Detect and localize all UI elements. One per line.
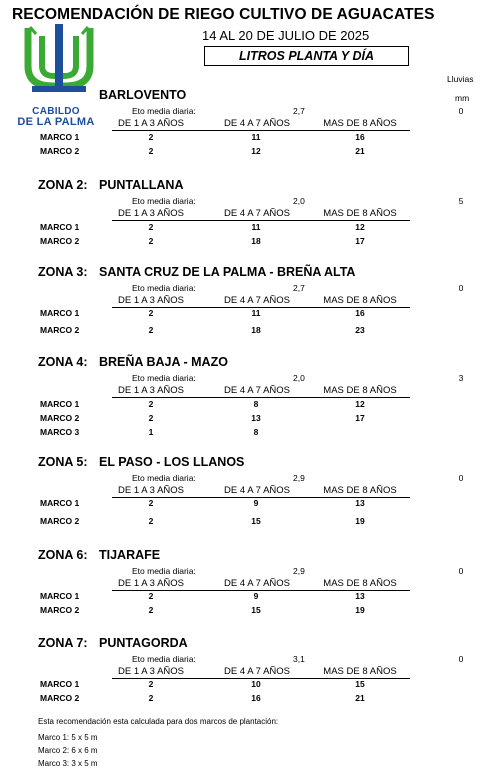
eto-value: 2,0 bbox=[293, 373, 305, 383]
eto-value: 2,0 bbox=[293, 196, 305, 206]
eto-label: Eto media diaria: bbox=[132, 566, 196, 576]
zone-name: PUNTAGORDA bbox=[99, 636, 188, 650]
rain-value: 0 bbox=[458, 283, 464, 293]
row-label: MARCO 2 bbox=[40, 693, 80, 703]
value-8-plus: 23 bbox=[355, 325, 365, 335]
eto-label: Eto media diaria: bbox=[132, 373, 196, 383]
value-8-plus: 16 bbox=[355, 308, 365, 318]
row-label: MARCO 1 bbox=[40, 591, 80, 601]
col-header-8-plus: MAS DE 8 AÑOS bbox=[323, 118, 397, 129]
col-header-4-7: DE 4 A 7 AÑOS bbox=[223, 118, 290, 129]
col-header-1-3: DE 1 A 3 AÑOS bbox=[117, 578, 184, 589]
col-header-1-3: DE 1 A 3 AÑOS bbox=[117, 485, 184, 496]
eto-label: Eto media diaria: bbox=[132, 283, 196, 293]
col-header-1-3: DE 1 A 3 AÑOS bbox=[117, 208, 184, 219]
units-label: LITROS PLANTA Y DÍA bbox=[239, 49, 374, 63]
zone-title bbox=[38, 636, 188, 650]
zone-title bbox=[38, 265, 355, 279]
value-8-plus: 13 bbox=[355, 591, 365, 601]
value-8-plus: 12 bbox=[355, 399, 365, 409]
col-header-1-3: DE 1 A 3 AÑOS bbox=[117, 385, 184, 396]
value-4-7: 15 bbox=[251, 605, 261, 615]
zone-number: ZONA 3: bbox=[38, 265, 88, 279]
value-8-plus: 19 bbox=[355, 516, 365, 526]
zone-name: EL PASO - LOS LLANOS bbox=[99, 455, 245, 469]
row-label: MARCO 1 bbox=[40, 308, 80, 318]
value-1-3: 2 bbox=[148, 516, 154, 526]
zone-name: SANTA CRUZ DE LA PALMA - BREÑA ALTA bbox=[99, 265, 356, 279]
zone-name: PUNTALLANA bbox=[99, 178, 184, 192]
col-header-1-3: DE 1 A 3 AÑOS bbox=[117, 118, 184, 129]
col-header-8-plus: MAS DE 8 AÑOS bbox=[323, 385, 397, 396]
value-1-3: 2 bbox=[148, 591, 154, 601]
col-header-4-7: DE 4 A 7 AÑOS bbox=[223, 385, 290, 396]
col-header-4-7: DE 4 A 7 AÑOS bbox=[223, 578, 290, 589]
value-1-3: 2 bbox=[148, 399, 154, 409]
header-rule bbox=[112, 220, 410, 221]
zone-name: BARLOVENTO bbox=[99, 88, 187, 102]
value-8-plus: 16 bbox=[355, 132, 365, 142]
value-4-7: 16 bbox=[251, 693, 261, 703]
value-4-7: 13 bbox=[251, 413, 261, 423]
value-1-3: 2 bbox=[148, 498, 154, 508]
row-label: MARCO 2 bbox=[40, 413, 80, 423]
col-header-8-plus: MAS DE 8 AÑOS bbox=[323, 295, 397, 306]
date-range: 14 AL 20 DE JULIO DE 2025 bbox=[202, 28, 370, 43]
zone-title bbox=[38, 355, 228, 369]
col-header-4-7: DE 4 A 7 AÑOS bbox=[223, 295, 290, 306]
logo-text-line1: CABILDO bbox=[32, 106, 80, 117]
col-header-4-7: DE 4 A 7 AÑOS bbox=[223, 666, 290, 677]
eto-value: 2,7 bbox=[293, 106, 305, 116]
footnote-line: Marco 3: 3 x 5 m bbox=[38, 759, 98, 768]
zone-number: ZONA 7: bbox=[38, 636, 88, 650]
row-label: MARCO 2 bbox=[40, 325, 80, 335]
value-1-3: 2 bbox=[148, 679, 154, 689]
value-4-7: 9 bbox=[253, 591, 259, 601]
eto-value: 2,9 bbox=[293, 566, 305, 576]
value-4-7: 11 bbox=[251, 222, 261, 232]
zone-number: ZONA 2: bbox=[38, 178, 88, 192]
footnote-intro: Esta recomendación esta calculada para dos marcos de plantación: bbox=[38, 717, 279, 726]
value-4-7: 18 bbox=[251, 325, 261, 335]
value-1-3: 2 bbox=[148, 146, 154, 156]
eto-label: Eto media diaria: bbox=[132, 196, 196, 206]
value-8-plus: 15 bbox=[355, 679, 365, 689]
value-4-7: 10 bbox=[251, 679, 261, 689]
value-1-3: 2 bbox=[148, 325, 154, 335]
row-label: MARCO 2 bbox=[40, 605, 80, 615]
value-8-plus: 12 bbox=[355, 222, 365, 232]
rain-value: 5 bbox=[458, 196, 464, 206]
value-1-3: 2 bbox=[148, 413, 154, 423]
zone-title bbox=[38, 548, 160, 562]
footnote-line: Marco 2: 6 x 6 m bbox=[38, 746, 98, 755]
value-4-7: 11 bbox=[251, 308, 261, 318]
value-8-plus: 17 bbox=[355, 236, 365, 246]
value-4-7: 18 bbox=[251, 236, 261, 246]
rain-unit: mm bbox=[455, 93, 470, 103]
row-label: MARCO 3 bbox=[40, 427, 80, 437]
value-8-plus: 21 bbox=[355, 146, 365, 156]
zone-number: ZONA 5: bbox=[38, 455, 88, 469]
zone-name: TIJARAFE bbox=[99, 548, 161, 562]
value-1-3: 1 bbox=[148, 427, 154, 437]
col-header-8-plus: MAS DE 8 AÑOS bbox=[323, 485, 397, 496]
col-header-8-plus: MAS DE 8 AÑOS bbox=[323, 208, 397, 219]
rain-value: 3 bbox=[458, 373, 464, 383]
zone-title bbox=[38, 455, 244, 469]
col-header-4-7: DE 4 A 7 AÑOS bbox=[223, 485, 290, 496]
value-8-plus: 21 bbox=[355, 693, 365, 703]
eto-value: 3,1 bbox=[293, 654, 305, 664]
eto-label: Eto media diaria: bbox=[132, 473, 196, 483]
header-rule bbox=[112, 397, 410, 398]
value-4-7: 8 bbox=[253, 399, 259, 409]
value-1-3: 2 bbox=[148, 222, 154, 232]
value-4-7: 8 bbox=[253, 427, 259, 437]
col-header-8-plus: MAS DE 8 AÑOS bbox=[323, 578, 397, 589]
value-1-3: 2 bbox=[148, 236, 154, 246]
eto-label: Eto media diaria: bbox=[132, 654, 196, 664]
units-box bbox=[204, 46, 409, 66]
rain-header: Lluvias bbox=[447, 74, 474, 84]
row-label: MARCO 2 bbox=[40, 236, 80, 246]
row-label: MARCO 1 bbox=[40, 399, 80, 409]
value-8-plus: 13 bbox=[355, 498, 365, 508]
zone-title bbox=[38, 88, 186, 102]
eto-value: 2,9 bbox=[293, 473, 305, 483]
zone-number: ZONA 4: bbox=[38, 355, 88, 369]
col-header-1-3: DE 1 A 3 AÑOS bbox=[117, 295, 184, 306]
row-label: MARCO 1 bbox=[40, 132, 80, 142]
row-label: MARCO 2 bbox=[40, 146, 80, 156]
rain-value: 0 bbox=[458, 566, 464, 576]
col-header-1-3: DE 1 A 3 AÑOS bbox=[117, 666, 184, 677]
rain-value: 0 bbox=[458, 654, 464, 664]
page-title: RECOMENDACIÓN DE RIEGO CULTIVO DE AGUACATES bbox=[12, 6, 435, 23]
header-rule bbox=[112, 130, 410, 131]
col-header-8-plus: MAS DE 8 AÑOS bbox=[323, 666, 397, 677]
value-1-3: 2 bbox=[148, 308, 154, 318]
value-8-plus: 17 bbox=[355, 413, 365, 423]
footnote-line: Marco 1: 5 x 5 m bbox=[38, 733, 98, 742]
row-label: MARCO 1 bbox=[40, 679, 80, 689]
zone-number: ZONA 6: bbox=[38, 548, 88, 562]
rain-value: 0 bbox=[458, 473, 464, 483]
row-label: MARCO 2 bbox=[40, 516, 80, 526]
eto-value: 2,7 bbox=[293, 283, 305, 293]
value-8-plus: 19 bbox=[355, 605, 365, 615]
zone-name: BREÑA BAJA - MAZO bbox=[99, 355, 228, 369]
value-1-3: 2 bbox=[148, 132, 154, 142]
value-1-3: 2 bbox=[148, 693, 154, 703]
value-4-7: 15 bbox=[251, 516, 261, 526]
value-1-3: 2 bbox=[148, 605, 154, 615]
row-label: MARCO 1 bbox=[40, 222, 80, 232]
value-4-7: 11 bbox=[251, 132, 261, 142]
rain-value: 0 bbox=[458, 106, 464, 116]
col-header-4-7: DE 4 A 7 AÑOS bbox=[223, 208, 290, 219]
row-label: MARCO 1 bbox=[40, 498, 80, 508]
zone-title bbox=[38, 178, 183, 192]
value-4-7: 9 bbox=[253, 498, 259, 508]
logo-text-line2: DE LA PALMA bbox=[17, 116, 95, 128]
value-4-7: 12 bbox=[251, 146, 261, 156]
eto-label: Eto media diaria: bbox=[132, 106, 196, 116]
